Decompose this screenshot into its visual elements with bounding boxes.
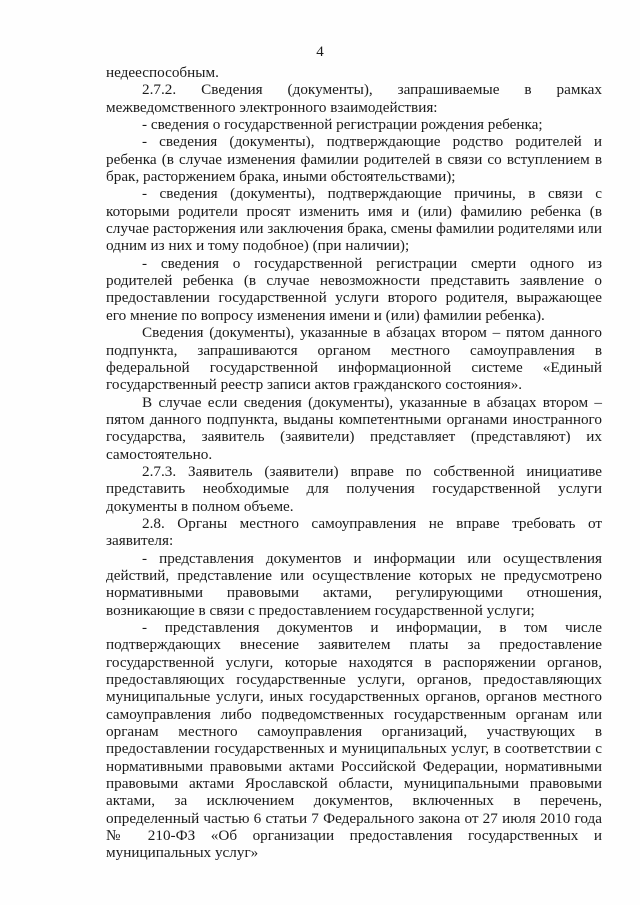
- list-item-kinship-documents: - сведения (документы), подтверждающие родство родителей и ребенка (в случае изменения фамилии родителей в связи со вступлением в брак, расторжением брака, иными обстоятельствами);: [106, 133, 602, 186]
- list-item-not-required-actions: - представления документов и информации или осуществления действий, представление или осуществление которых не предусмотрено нормативными правовыми актами, регулирующими отношения, возникающие в связи с предоставлением государственной услуги;: [106, 549, 602, 619]
- page-number: 4: [316, 44, 324, 60]
- paragraph-2-8: 2.8. Органы местного самоуправления не вправе требовать от заявителя:: [106, 514, 602, 550]
- list-item-change-reasons: - сведения (документы), подтверждающие причины, в связи с которыми родители просят изменить имя и (или) фамилию ребенка (в случае расторжения или заключения брака, смены фамилии родителями или одним из них и тому подобное) (при наличии);: [106, 185, 602, 255]
- paragraph-continuation: недееспособным.: [106, 64, 219, 81]
- paragraph-foreign-documents: В случае если сведения (документы), указанные в абзацах втором – пятом данного подпункта, выданы компетентными органами иностранного государства, заявитель (заявители) представляет (представляют) их самостоятельно.: [106, 393, 602, 463]
- list-item-death-registration: - сведения о государственной регистрации смерти одного из родителей ребенка (в случае невозможности представить заявление о предоставлении государственной услуги второго родителя, выражающее его мнение по вопросу изменения имени и (или) фамилии ребенка).: [106, 254, 602, 324]
- paragraph-2-7-2: 2.7.2. Сведения (документы), запрашиваемые в рамках межведомственного электронного взаимодействия:: [106, 81, 602, 116]
- list-item-birth-registration: - сведения о государственной регистрации рождения ребенка;: [142, 116, 543, 134]
- paragraph-2-7-3: 2.7.3. Заявитель (заявители) вправе по собственной инициативе представить необходимые для получения государственной услуги документы в полном объеме.: [106, 462, 602, 515]
- document-body: [106, 64, 602, 862]
- paragraph-request-registry: Сведения (документы), указанные в абзацах втором – пятом данного подпункта, запрашиваются органом местного самоуправления в федеральной государственной информационной системе «Единый государственный реестр записи актов гражданского состояния».: [106, 324, 602, 394]
- list-item-not-required-documents: - представления документов и информации, в том числе подтверждающих внесение заявителем платы за предоставление государственной услуги, которые находятся в распоряжении органов, предоставляющих государственные услуги, органов, предоставляющих муниципальные услуги, иных государственных органов, органов местного самоуправления либо подведомственных государственным органам или органам местного самоуправления организаций, участвующих в предоставлении государственных и муниципальных услуг, в соответствии с нормативными правовыми актами Российской Федерации, нормативными правовыми актами Ярославской области, муниципальными правовыми актами, за исключением документов, включенных в перечень, определенный частью 6 статьи 7 Федерального закона от 27 июля 2010 года № 210-ФЗ «Об организации предоставления государственных и муниципальных услуг»: [106, 619, 602, 862]
